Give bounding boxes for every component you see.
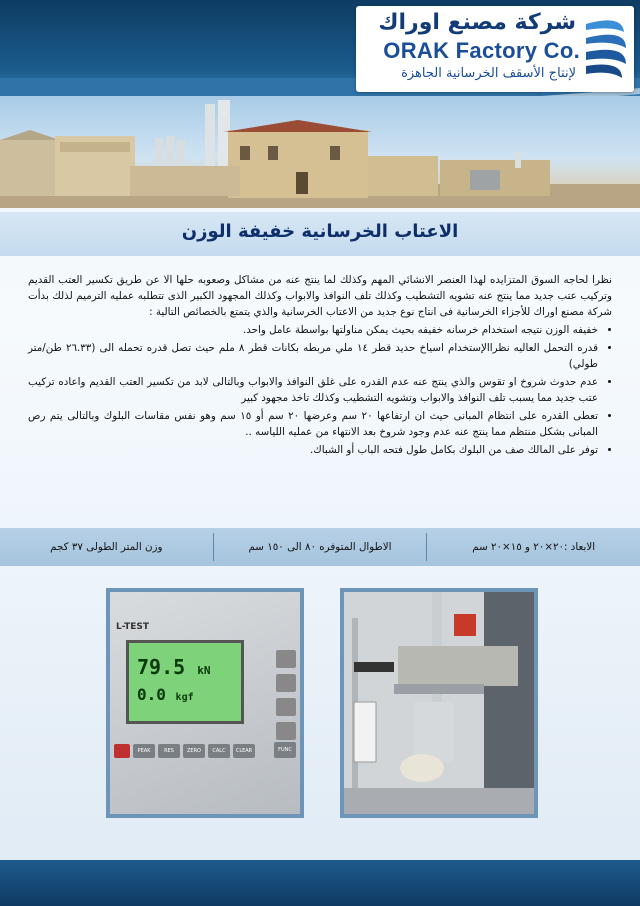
feature-item: • خفيفه الوزن نتيجه استخدام خرسانه خفيفه بحيث يمكن مناولتها بواسطة عامل واحد. xyxy=(28,322,598,338)
device-key: RES xyxy=(158,744,180,758)
factory-illustration xyxy=(0,96,640,208)
feature-item: • تعطى القدره على انتظام المبانى حيث ان ارتفاعها ٢٠ سم وعرضها ٢٠ سم أو ١٥ سم وهو نفس مقاسات البلوك وبالتالى يتم رص المبانى بشكل منتظم مما ينتج عنه عدم وجود شروخ بعد الانتهاء من عمليه اللياسه .. xyxy=(28,408,598,440)
compression-machine-illustration xyxy=(344,592,534,814)
feature-item: • عدم حدوث شروخ او تقوس والذي ينتج عنه عدم القدره على غلق النوافذ والابواب وبالتالى لابد من تكسير العتب القديم واعاده تركيب عتب جديد مما يسبب تلف النوافذ والابواب وتشويه التشطيب وكذلك تاخذ مجهود كبير xyxy=(28,374,598,406)
intro-paragraph: نظرا لحاجه السوق المتزايده لهذا العنصر الانشائي المهم وكذلك لما ينتج عنه من مشاكل وصعوبه حلها الا عن طريق تكسير العتب القديم وتركيب عتب جديد مما ينتج عنه تشويه التشطيب وكذلك تلف النوافذ والابواب وكذلك المجهود الكبير الذى تتطلبه عمليه الترميم لذلك بدأت شركة مصنع اوراك للأجزاء الخرسانية فى انتاج نوع جديد من الاعتاب الخرسانية والذي يتمتع بالخصائص التالية : xyxy=(28,274,612,318)
footer-band xyxy=(0,860,640,906)
test-device-photo xyxy=(106,588,304,818)
logo-english-name: ORAK Factory Co. xyxy=(383,38,580,63)
page-title: الاعتاب الخرسانية خفيفة الوزن xyxy=(181,221,459,242)
company-logo xyxy=(356,6,634,92)
device-side-key xyxy=(276,698,296,716)
device-side-key xyxy=(276,674,296,692)
device-key-red xyxy=(114,744,130,758)
device-key: CLEAR xyxy=(233,744,255,758)
logo-arabic-name: شركة مصنع اوراك xyxy=(378,10,576,35)
device-brand: L-TEST xyxy=(116,622,150,632)
device-key: ZERO xyxy=(183,744,205,758)
feature-item: • قدره التحمل العاليه نظراالإستخدام اسياخ حديد قطر ١٤ ملي مربطه بكانات قطر ٨ ملم حيث تصل قدره تحمله الى (٢٦.٣٣ طن/متر طولي) xyxy=(28,340,598,372)
feature-item: • توفر على المالك صف من البلوك بكامل طول فتحه الباب أو الشباك. xyxy=(28,442,598,458)
lcd-unit-2: kgf xyxy=(175,692,194,703)
spec-weight: وزن المتر الطولى ٣٧ كجم xyxy=(50,541,163,553)
lcd-value: 79.5 xyxy=(137,655,186,679)
factory-photo xyxy=(0,96,640,208)
logo-swirl-icon xyxy=(582,14,628,84)
features-list xyxy=(28,322,612,458)
device-key: PEAK xyxy=(133,744,155,758)
lcd-unit: kN xyxy=(197,664,211,677)
spec-lengths: الاطوال المتوفره ٨٠ الى ١٥٠ سم xyxy=(248,541,392,553)
lcd-value-2: 0.0 xyxy=(137,685,166,704)
logo-tagline: لإنتاج الأسقف الخرسانية الجاهزة xyxy=(401,66,576,81)
spec-divider xyxy=(213,533,214,561)
device-key: FUNC xyxy=(274,742,296,758)
device-side-key xyxy=(276,650,296,668)
device-key: CALC xyxy=(208,744,230,758)
compression-test-photo xyxy=(340,588,538,818)
spec-dimensions: الابعاد :٢٠×٢٠ و ١٥×٢٠ سم xyxy=(472,541,596,553)
description-section xyxy=(28,272,612,460)
specs-band xyxy=(0,528,640,566)
device-side-key xyxy=(276,722,296,740)
device-lcd xyxy=(126,640,244,724)
spec-divider xyxy=(426,533,427,561)
